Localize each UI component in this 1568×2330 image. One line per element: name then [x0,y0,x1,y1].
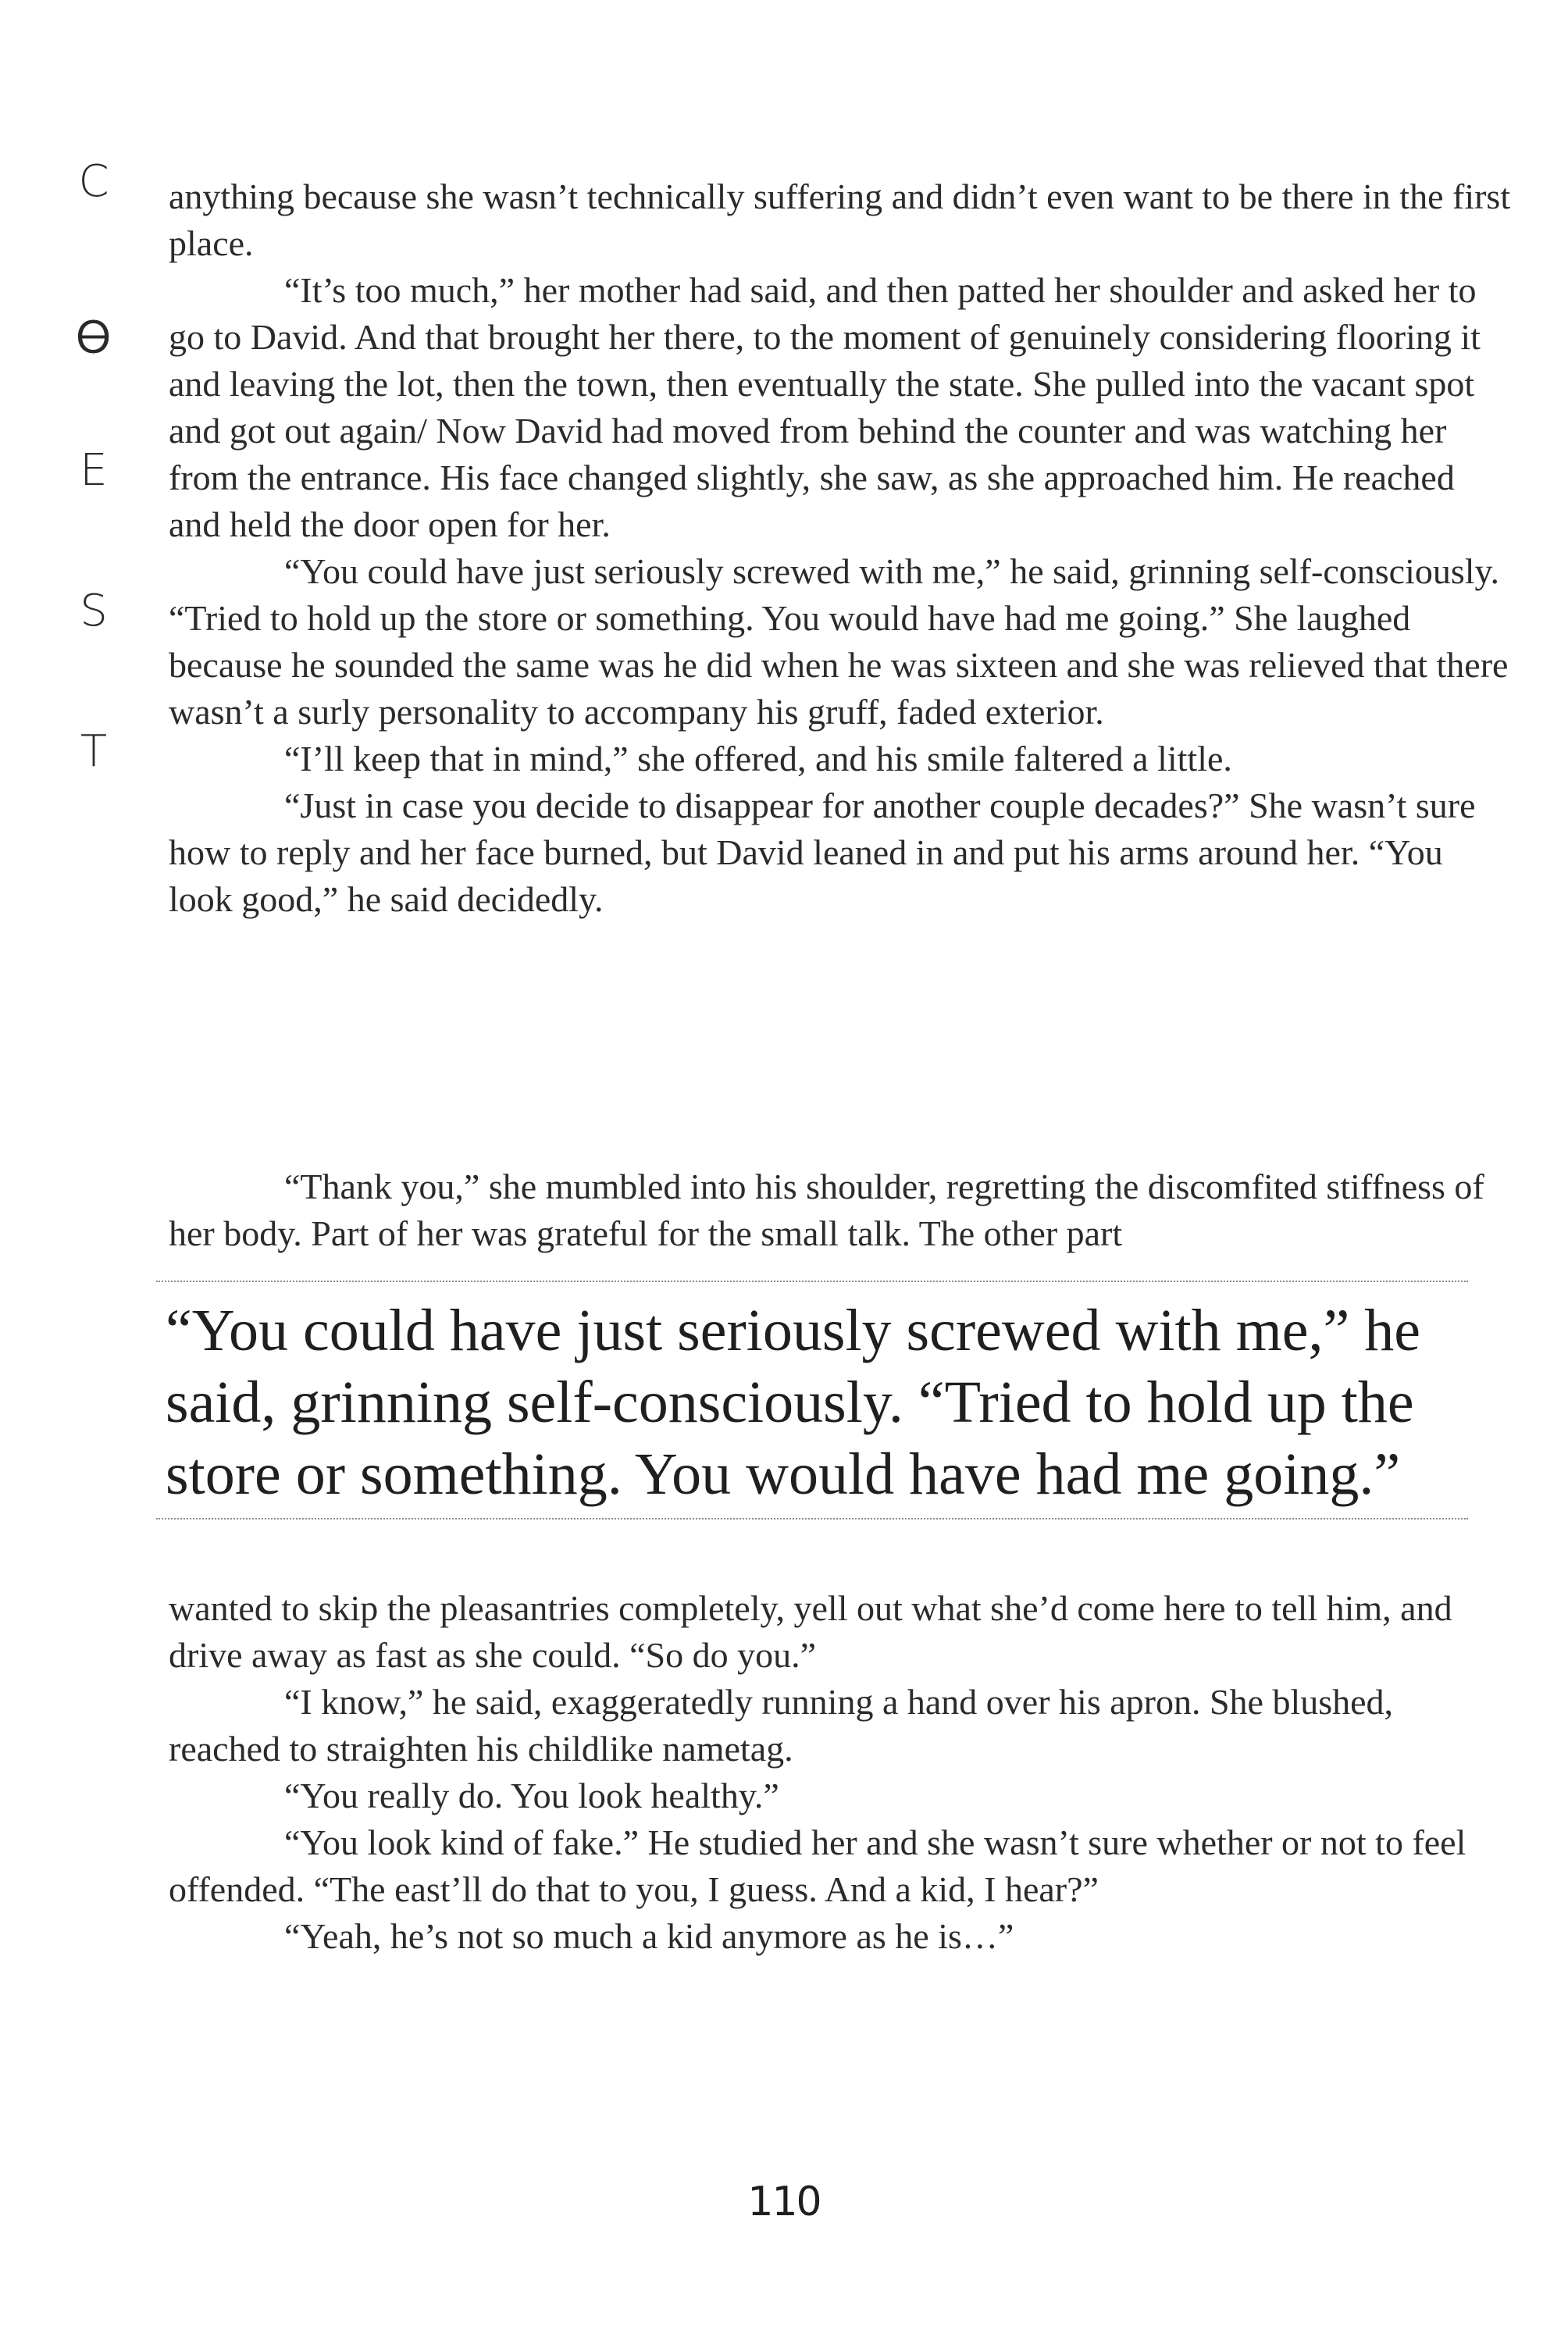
paragraph: “You could have just seriously screwed with me,” he said, grinning self-consciously. “Tried to hold up the store or something. You would have had me going.” She laughed because he sounded the same was he did when he was sixteen and she was relieved that there wasn’t a surly personality to accompany his gruff, faded exterior. [169,551,1509,732]
paragraph: “It’s too much,” her mother had said, and then patted her shoulder and asked her to go to David. And that brought her there, to the moment of genuinely considering flooring it and leaving the lot, then the town, then eventually the state. She pulled into the vacant spot and got out again/ Now David had moved from behind the counter and was watching her from the entrance. His face changed slightly, she saw, as she approached him. He reached and held the door open for her. [169,270,1481,544]
paragraph: anything because she wasn’t technically suffering and didn’t even want to be there in the first place. [169,176,1511,263]
paragraph: “Yeah, he’s not so much a kid anymore as he is…” [284,1916,1014,1956]
paragraph: “Just in case you decide to disappear for another couple decades?” She wasn’t sure how to reply and her face burned, but David leaned in and put his arms around her. “You look good,” he said decidedly. [169,786,1476,919]
pull-quote: “You could have just seriously screwed with me,” he said, grinning self-consciously. “Tried to hold up the store or something. You would have had me going.” [166,1298,1420,1507]
sidebar-letter-e: E [80,445,108,496]
paragraph: “You really do. You look healthy.” [284,1776,779,1815]
paragraph: “You look kind of fake.” He studied her and she wasn’t sure whether or not to feel offended. “The east’ll do that to you, I guess. And a kid, I hear?” [169,1822,1466,1909]
paragraph: wanted to skip the pleasantries completely, yell out what she’d come here to tell him, and drive away as fast as she could. “So do you.” [169,1588,1452,1675]
page-number: 110 [747,2179,821,2225]
paragraph: “I’ll keep that in mind,” she offered, and his smile faltered a little. [284,739,1232,778]
pull-quote-bottom-rule [156,1518,1468,1519]
sidebar-letter-r: Ꮎ [77,312,111,363]
sidebar-letter-t: T [80,726,108,777]
sidebar-letter-c: C [78,156,109,207]
story-text-top [169,173,1512,923]
paragraph: “I know,” he said, exaggeratedly running a hand over his apron. She blushed, reached to straighten his childlike nametag. [169,1682,1394,1769]
sidebar-crest-title [0,0,156,2330]
story-text-middle [169,1163,1512,1257]
sidebar-letter-s: S [80,586,108,636]
story-text-bottom [169,1585,1512,1960]
paragraph: “Thank you,” she mumbled into his shoulder, regretting the discomfited stiffness of her body. Part of her was grateful for the small talk. The other part [169,1167,1484,1253]
pull-quote-top-rule [156,1281,1468,1282]
